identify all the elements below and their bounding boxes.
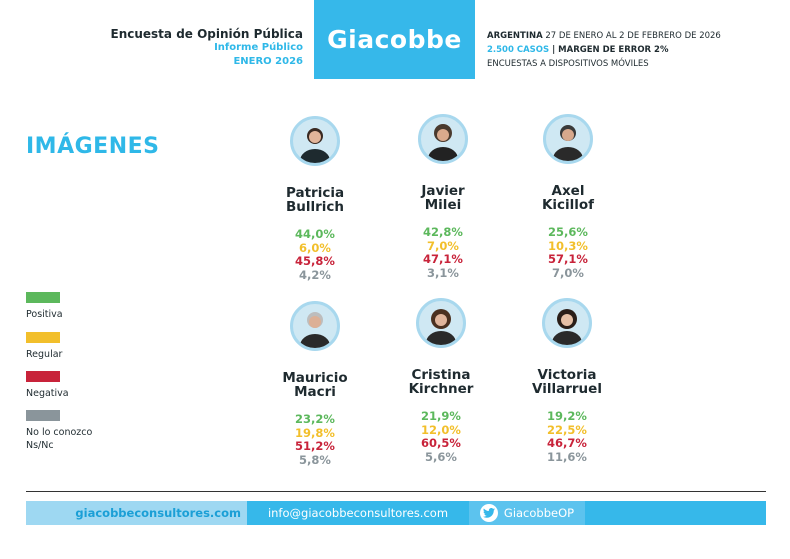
value-negativa: 57,1%: [548, 252, 588, 266]
legend-swatch-positiva: [26, 292, 60, 303]
person-silhouette-icon: [545, 301, 589, 345]
candidate-card-bullrich: [250, 116, 380, 282]
report-header-left: [111, 27, 304, 69]
report-subtitle: Informe Público: [214, 42, 303, 53]
candidate-photo: [542, 298, 592, 348]
value-regular: 12,0%: [421, 422, 461, 437]
value-regular: 7,0%: [427, 238, 459, 253]
candidate-values: [503, 226, 633, 280]
survey-dates-line: [487, 29, 721, 43]
candidate-card-macri: [250, 301, 380, 467]
value-positiva: 23,2%: [295, 412, 335, 426]
legend-item-nsnc: [26, 410, 92, 452]
person-silhouette-icon: [421, 117, 465, 161]
legend-item-negativa: [26, 371, 69, 400]
survey-margin: MARGEN DE ERROR 2%: [558, 45, 669, 55]
candidate-first-name: Victoria: [537, 367, 597, 383]
candidate-photo: [543, 114, 593, 164]
candidate-values: [250, 228, 380, 282]
value-regular: 19,8%: [295, 425, 335, 440]
person-silhouette-icon: [419, 301, 463, 345]
legend-swatch-regular: [26, 332, 60, 343]
person-silhouette-icon: [293, 304, 337, 348]
survey-dates: 27 DE ENERO AL 2 DE FEBRERO DE 2026: [545, 31, 721, 41]
candidate-last-name: Bullrich: [285, 199, 345, 215]
candidate-last-name: Villarruel: [532, 381, 602, 397]
value-negativa: 60,5%: [421, 436, 461, 450]
legend-swatch-negativa: [26, 371, 60, 382]
candidate-card-kirchner: [376, 298, 506, 464]
candidate-last-name: Macri: [294, 384, 336, 400]
candidate-values: [250, 413, 380, 467]
person-silhouette-icon: [293, 119, 337, 163]
value-positiva: 25,6%: [548, 225, 588, 239]
value-regular: 22,5%: [547, 422, 587, 437]
survey-cases: 2.500 CASOS: [487, 45, 550, 55]
footer-email-link[interactable]: info@giacobbeconsultores.com: [247, 501, 469, 525]
legend-label: Positiva: [26, 309, 63, 320]
value-negativa: 51,2%: [295, 439, 335, 453]
value-nsnc: 3,1%: [427, 265, 459, 280]
candidate-first-name: Axel: [551, 183, 585, 199]
footer-bar: [26, 501, 766, 525]
candidate-photo: [290, 301, 340, 351]
value-positiva: 21,9%: [421, 409, 461, 423]
legend-label: Regular: [26, 349, 63, 360]
candidate-card-villarruel: [502, 298, 632, 464]
candidate-values: [502, 410, 632, 464]
candidate-card-milei: [378, 114, 508, 280]
candidate-first-name: Patricia: [285, 185, 345, 201]
value-negativa: 45,8%: [295, 254, 335, 268]
footer-twitter-handle: GiacobbeOP: [503, 506, 575, 520]
legend-item-regular: [26, 332, 62, 361]
legend-label: Negativa: [26, 388, 69, 399]
value-negativa: 47,1%: [423, 252, 463, 266]
value-nsnc: 4,2%: [299, 267, 331, 282]
candidate-last-name: Kirchner: [408, 381, 474, 397]
candidate-first-name: Javier: [421, 183, 465, 199]
candidate-first-name: Mauricio: [282, 370, 348, 386]
footer-divider: [26, 491, 766, 492]
value-regular: 10,3%: [548, 238, 588, 253]
survey-separator: |: [549, 45, 559, 55]
person-silhouette-icon: [546, 117, 590, 161]
candidate-values: [376, 410, 506, 464]
candidate-last-name: Kicillof: [541, 197, 595, 213]
survey-sample-line: [487, 43, 721, 57]
value-positiva: 42,8%: [423, 225, 463, 239]
value-nsnc: 5,8%: [299, 452, 331, 467]
footer-website-link[interactable]: giacobbeconsultores.com: [26, 501, 247, 525]
legend-item-positiva: [26, 292, 63, 321]
candidate-card-kicillof: [503, 114, 633, 280]
candidate-photo: [418, 114, 468, 164]
legend-label: No lo conozco: [26, 427, 93, 438]
report-period: ENERO 2026: [233, 56, 303, 67]
section-title: IMÁGENES: [26, 134, 160, 159]
report-title: Encuesta de Opinión Pública: [110, 27, 303, 41]
survey-country: ARGENTINA: [487, 31, 543, 41]
survey-method: ENCUESTAS A DISPOSITIVOS MÓVILES: [487, 59, 649, 69]
candidate-last-name: Milei: [424, 197, 462, 213]
value-positiva: 19,2%: [547, 409, 587, 423]
candidate-photo: [416, 298, 466, 348]
report-header-right: [487, 29, 721, 71]
legend-swatch-nsnc: [26, 410, 60, 421]
legend-label-secondary: Ns/Nc: [26, 440, 54, 451]
brand-logo: Giacobbe: [314, 0, 475, 79]
value-nsnc: 7,0%: [552, 265, 584, 280]
candidate-values: [378, 226, 508, 280]
footer-twitter-link[interactable]: [469, 501, 585, 525]
value-nsnc: 11,6%: [547, 449, 587, 464]
twitter-bird-icon: [480, 504, 498, 522]
value-positiva: 44,0%: [295, 227, 335, 241]
value-regular: 6,0%: [299, 240, 331, 255]
value-negativa: 46,7%: [547, 436, 587, 450]
candidate-first-name: Cristina: [411, 367, 471, 383]
candidate-photo: [290, 116, 340, 166]
value-nsnc: 5,6%: [425, 449, 457, 464]
